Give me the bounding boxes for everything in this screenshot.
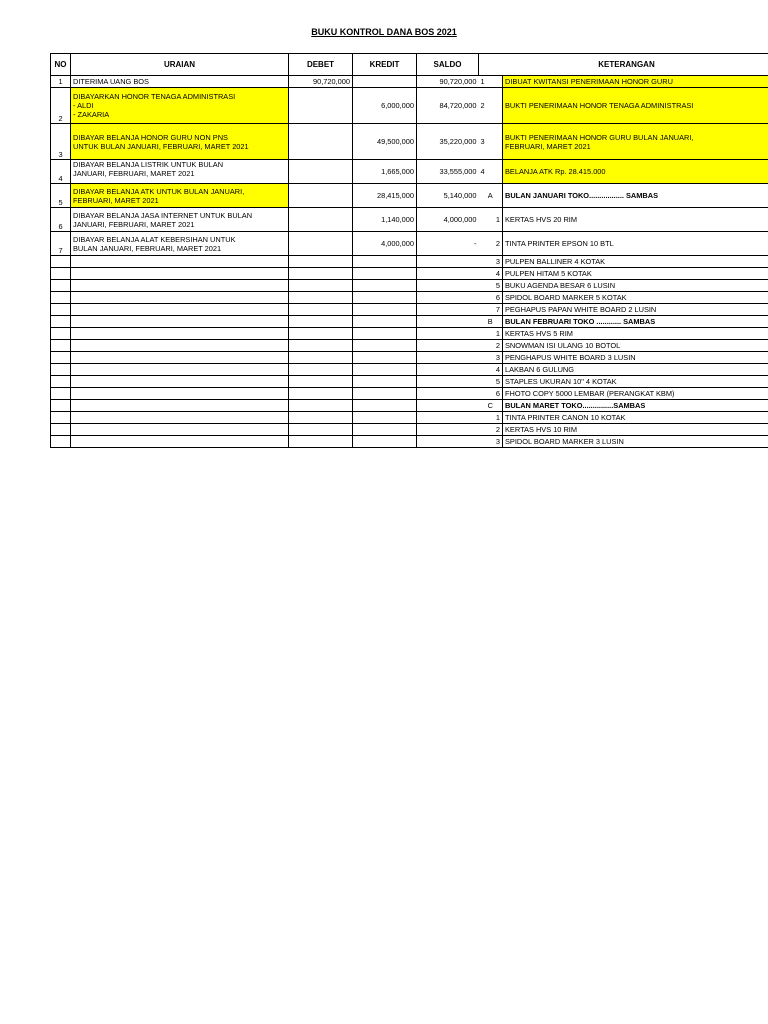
row-debet (289, 256, 353, 268)
table-row (51, 292, 768, 304)
row-saldo (417, 436, 479, 448)
row-keterangan: PEGHAPUS PAPAN WHITE BOARD 2 LUSIN (503, 304, 768, 316)
row-uraian (71, 88, 289, 124)
row-kredit (353, 268, 417, 280)
row-debet (289, 304, 353, 316)
row-uraian (71, 316, 289, 328)
row-debet (289, 376, 353, 388)
table-row (51, 412, 768, 424)
row-keterangan: TINTA PRINTER EPSON 10 BTL (503, 232, 768, 256)
row-mark: 2 (479, 88, 503, 124)
row-uraian (71, 340, 289, 352)
table-row (51, 436, 768, 448)
row-debet (289, 292, 353, 304)
row-uraian (71, 364, 289, 376)
row-kredit (353, 280, 417, 292)
row-saldo (417, 364, 479, 376)
row-keterangan: STAPLES UKURAN 10" 4 KOTAK (503, 376, 768, 388)
row-mark: 1 (479, 208, 503, 232)
row-no (51, 328, 71, 340)
row-mark: 2 (479, 340, 503, 352)
row-debet (289, 208, 353, 232)
row-kredit (353, 412, 417, 424)
row-debet (289, 412, 353, 424)
row-no: 6 (51, 208, 71, 232)
row-uraian (71, 424, 289, 436)
row-saldo (417, 280, 479, 292)
row-mark: 3 (479, 352, 503, 364)
table-row (51, 256, 768, 268)
row-uraian (71, 232, 289, 256)
row-saldo (417, 412, 479, 424)
row-no (51, 256, 71, 268)
uraian-line: DIBAYAR BELANJA HONOR GURU NON PNS (73, 132, 228, 142)
row-no: 3 (51, 124, 71, 160)
row-saldo: 33,555,000 (417, 160, 479, 184)
row-mark: 1 (479, 328, 503, 340)
row-saldo (417, 340, 479, 352)
row-uraian (71, 280, 289, 292)
table-row (51, 424, 768, 436)
table-row (51, 364, 768, 376)
row-uraian (71, 376, 289, 388)
row-no (51, 412, 71, 424)
uraian-line: DIBAYARKAN HONOR TENAGA ADMINISTRASI (73, 92, 236, 101)
table-row (51, 208, 768, 232)
row-kredit: 28,415,000 (353, 184, 417, 208)
row-no (51, 364, 71, 376)
row-kredit (353, 316, 417, 328)
row-no (51, 292, 71, 304)
row-saldo (417, 292, 479, 304)
row-uraian (71, 328, 289, 340)
row-no (51, 376, 71, 388)
row-keterangan: DIBUAT KWITANSI PENERIMAAN HONOR GURU (503, 76, 768, 88)
row-saldo: - (417, 232, 479, 256)
row-debet (289, 160, 353, 184)
row-keterangan: LAKBAN 6 GULUNG (503, 364, 768, 376)
row-uraian (71, 352, 289, 364)
row-no (51, 340, 71, 352)
row-kredit (353, 352, 417, 364)
row-kredit (353, 364, 417, 376)
row-keterangan: SPIDOL BOARD MARKER 5 KOTAK (503, 292, 768, 304)
row-kredit: 1,140,000 (353, 208, 417, 232)
row-saldo (417, 376, 479, 388)
row-uraian (71, 160, 289, 184)
row-mark: 3 (479, 256, 503, 268)
row-mark: 1 (479, 76, 503, 88)
header-kredit: KREDIT (353, 54, 417, 76)
row-no (51, 304, 71, 316)
row-uraian (71, 124, 289, 160)
table-row (51, 376, 768, 388)
row-kredit (353, 388, 417, 400)
control-ledger-table (50, 53, 768, 448)
row-saldo (417, 352, 479, 364)
row-saldo: 35,220,000 (417, 124, 479, 160)
row-saldo (417, 316, 479, 328)
row-debet (289, 124, 353, 160)
uraian-line: DIBAYAR BELANJA ALAT KEBERSIHAN UNTUK (73, 234, 236, 244)
row-mark: 4 (479, 364, 503, 376)
row-uraian (71, 304, 289, 316)
row-keterangan: PULPEN BALLINER 4 KOTAK (503, 256, 768, 268)
table-row (51, 124, 768, 160)
row-mark: 5 (479, 280, 503, 292)
table-row (51, 400, 768, 412)
row-mark: B (479, 316, 503, 328)
row-no (51, 400, 71, 412)
row-mark: 7 (479, 304, 503, 316)
row-debet (289, 400, 353, 412)
row-mark: 2 (479, 232, 503, 256)
row-saldo (417, 304, 479, 316)
row-saldo: 5,140,000 (417, 184, 479, 208)
uraian-line: BULAN JANUARI, FEBRUARI, MARET 2021 (73, 243, 222, 253)
table-row (51, 232, 768, 256)
uraian-line: DIBAYAR BELANJA LISTRIK UNTUK BULAN (73, 160, 224, 169)
row-keterangan: SPIDOL BOARD MARKER 3 LUSIN (503, 436, 768, 448)
row-debet (289, 364, 353, 376)
uraian-line: UNTUK BULAN JANUARI, FEBRUARI, MARET 2021 (73, 141, 249, 151)
uraian-line: FEBRUARI, MARET 2021 (73, 195, 159, 205)
uraian-line: DIBAYAR BELANJA JASA INTERNET UNTUK BULAN (73, 210, 253, 220)
row-kredit: 49,500,000 (353, 124, 417, 160)
row-kredit (353, 256, 417, 268)
row-uraian (71, 256, 289, 268)
row-uraian (71, 400, 289, 412)
row-debet (289, 436, 353, 448)
table-row (51, 160, 768, 184)
row-kredit (353, 376, 417, 388)
header-row (51, 54, 768, 76)
row-no: 7 (51, 232, 71, 256)
row-uraian: DITERIMA UANG BOS (71, 76, 289, 88)
row-no: 5 (51, 184, 71, 208)
table-row (51, 328, 768, 340)
row-keterangan: BELANJA ATK Rp. 28.415.000 (503, 160, 768, 184)
header-saldo: SALDO (417, 54, 479, 76)
row-keterangan: KERTAS HVS 20 RIM (503, 208, 768, 232)
row-mark: 3 (479, 436, 503, 448)
row-debet (289, 352, 353, 364)
row-kredit (353, 328, 417, 340)
row-debet (289, 88, 353, 124)
row-kredit (353, 436, 417, 448)
row-keterangan: TINTA PRINTER CANON 10 KOTAK (503, 412, 768, 424)
row-keterangan: BUKTI PENERIMAAN HONOR TENAGA ADMINISTRASI (503, 88, 768, 124)
row-uraian (71, 388, 289, 400)
table-row (51, 388, 768, 400)
row-saldo (417, 328, 479, 340)
notes-rows (51, 256, 768, 448)
uraian-line: JANUARI, FEBRUARI, MARET 2021 (73, 219, 195, 229)
row-mark: 4 (479, 160, 503, 184)
row-kredit (353, 400, 417, 412)
header-no: NO (51, 54, 71, 76)
row-saldo (417, 400, 479, 412)
header-keterangan: KETERANGAN (479, 54, 768, 76)
table-row (51, 76, 768, 88)
row-keterangan: BULAN JANUARI TOKO................. SAMBAS (503, 184, 768, 208)
row-debet (289, 328, 353, 340)
row-mark: 5 (479, 376, 503, 388)
uraian-line: JANUARI, FEBRUARI, MARET 2021 (73, 169, 195, 178)
row-keterangan: BUKU AGENDA BESAR 6 LUSIN (503, 280, 768, 292)
table-row (51, 268, 768, 280)
uraian-line: DIBAYAR BELANJA ATK UNTUK BULAN JANUARI, (73, 186, 245, 196)
row-keterangan: PULPEN HITAM 5 KOTAK (503, 268, 768, 280)
row-saldo (417, 388, 479, 400)
row-kredit: 1,665,000 (353, 160, 417, 184)
row-no: 4 (51, 160, 71, 184)
row-mark: 6 (479, 388, 503, 400)
row-keterangan (503, 124, 768, 160)
table-row (51, 316, 768, 328)
row-uraian (71, 436, 289, 448)
row-keterangan: BULAN MARET TOKO...............SAMBAS (503, 400, 768, 412)
row-kredit: 6,000,000 (353, 88, 417, 124)
row-debet (289, 388, 353, 400)
row-no (51, 388, 71, 400)
row-uraian (71, 292, 289, 304)
row-kredit (353, 76, 417, 88)
row-no (51, 424, 71, 436)
row-debet: 90,720,000 (289, 76, 353, 88)
table-row (51, 340, 768, 352)
row-no (51, 280, 71, 292)
row-keterangan: SNOWMAN ISI ULANG 10 BOTOL (503, 340, 768, 352)
row-mark: 2 (479, 424, 503, 436)
row-debet (289, 268, 353, 280)
row-no (51, 352, 71, 364)
row-debet (289, 184, 353, 208)
row-mark: A (479, 184, 503, 208)
row-uraian (71, 268, 289, 280)
header-uraian: URAIAN (71, 54, 289, 76)
header-debet: DEBET (289, 54, 353, 76)
row-kredit (353, 304, 417, 316)
uraian-line: - ZAKARIA (73, 110, 110, 119)
table-row (51, 304, 768, 316)
row-keterangan: PENGHAPUS WHITE BOARD 3 LUSIN (503, 352, 768, 364)
row-mark: 1 (479, 412, 503, 424)
row-no: 2 (51, 88, 71, 124)
table-row (51, 184, 768, 208)
row-keterangan: KERTAS HVS 10 RIM (503, 424, 768, 436)
row-mark: 3 (479, 124, 503, 160)
table-row (51, 352, 768, 364)
row-keterangan: FHOTO COPY 5000 LEMBAR (PERANGKAT KBM) (503, 388, 768, 400)
keterangan-line: FEBRUARI, MARET 2021 (505, 141, 591, 151)
row-kredit (353, 340, 417, 352)
row-debet (289, 280, 353, 292)
row-no (51, 436, 71, 448)
row-debet (289, 316, 353, 328)
row-mark: C (479, 400, 503, 412)
row-mark: 4 (479, 268, 503, 280)
table-row (51, 280, 768, 292)
row-kredit (353, 424, 417, 436)
row-saldo (417, 268, 479, 280)
row-saldo: 4,000,000 (417, 208, 479, 232)
row-debet (289, 424, 353, 436)
row-kredit: 4,000,000 (353, 232, 417, 256)
row-keterangan: KERTAS HVS 5 RIM (503, 328, 768, 340)
row-no (51, 268, 71, 280)
keterangan-line: BUKTI PENERIMAAN HONOR GURU BULAN JANUARI, (505, 132, 694, 142)
table-row (51, 88, 768, 124)
document-title: BUKU KONTROL DANA BOS 2021 (311, 27, 457, 37)
row-debet (289, 340, 353, 352)
row-debet (289, 232, 353, 256)
row-no (51, 316, 71, 328)
row-uraian (71, 412, 289, 424)
row-kredit (353, 292, 417, 304)
row-saldo (417, 424, 479, 436)
row-uraian (71, 184, 289, 208)
row-uraian (71, 208, 289, 232)
row-saldo: 84,720,000 (417, 88, 479, 124)
uraian-line: - ALDI (73, 101, 94, 110)
row-saldo: 90,720,000 (417, 76, 479, 88)
row-no: 1 (51, 76, 71, 88)
row-keterangan: BULAN FEBRUARI TOKO ............ SAMBAS (503, 316, 768, 328)
row-saldo (417, 256, 479, 268)
row-mark: 6 (479, 292, 503, 304)
